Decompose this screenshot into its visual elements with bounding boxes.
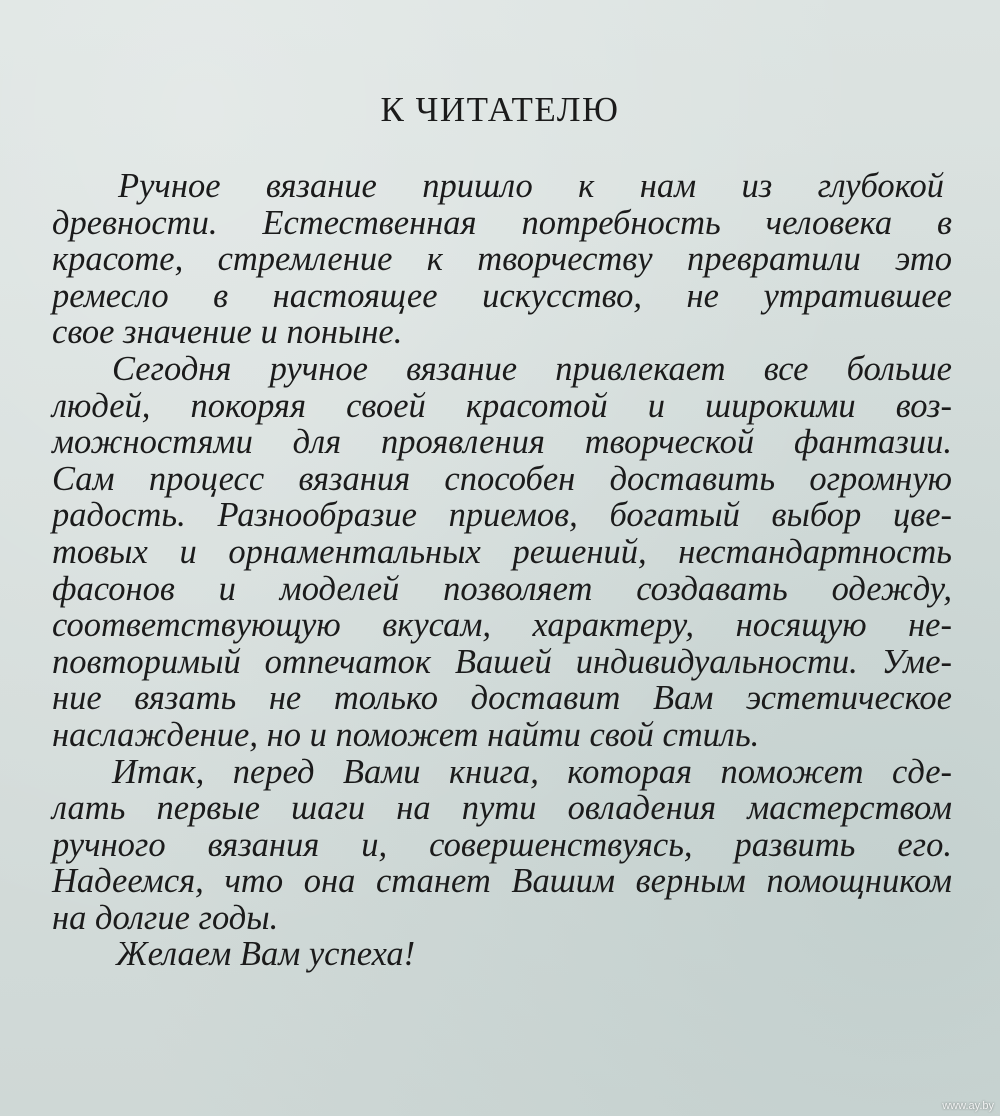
- text-line: ручного вязания и, совершенствуясь, развить его.: [52, 825, 952, 864]
- text-line: Итак, перед Вами книга, которая поможет сде-: [112, 752, 952, 791]
- text-line: можностями для проявления творческой фантазии.: [52, 423, 952, 462]
- text-line: древности. Естественная потребность человека в: [52, 203, 952, 242]
- text-line: красоте, стремление к творчеству превратили это: [52, 240, 952, 279]
- text-line: радость. Разнообразие приемов, богатый выбор цве-: [52, 496, 952, 535]
- text-line: Сам процесс вязания способен доставить огромную: [52, 459, 952, 498]
- text-line: товых и орнаментальных решений, нестандартность: [52, 532, 952, 571]
- paragraph-2: [52, 351, 952, 754]
- text-line: людей, покоряя своей красотой и широкими воз-: [52, 386, 952, 425]
- text-line: ние вязать не только доставит Вам эстетическое: [52, 679, 952, 718]
- text-line: повторимый отпечаток Вашей индивидуальности. Уме-: [52, 642, 952, 681]
- text-line: на долгие годы.: [52, 898, 279, 937]
- paragraph-3: [52, 754, 952, 937]
- body-text: [52, 168, 952, 973]
- text-line: Надеемся, что она станет Вашим верным помощником: [52, 862, 952, 901]
- text-line: Ручное вязание пришло к нам из глубокой: [118, 167, 944, 205]
- page-title: К ЧИТАТЕЛЮ: [380, 90, 620, 129]
- text-line: Желаем Вам успеха!: [116, 935, 416, 974]
- text-line: Сегодня ручное вязание привлекает все больше: [112, 349, 952, 388]
- paragraph-1: [52, 168, 952, 351]
- text-line: наслаждение, но и поможет найти свой стиль.: [52, 715, 760, 754]
- paragraph-4: [52, 936, 952, 973]
- text-line: ремесло в настоящее искусство, не утратившее: [52, 276, 952, 315]
- text-line: соответствующую вкусам, характеру, носящую не-: [52, 606, 952, 645]
- text-line: свое значение и поныне.: [52, 313, 403, 352]
- text-line: лать первые шаги на пути овладения мастерством: [52, 789, 952, 828]
- watermark: www.ay.by: [942, 1100, 994, 1112]
- text-line: фасонов и моделей позволяет создавать одежду,: [52, 569, 952, 608]
